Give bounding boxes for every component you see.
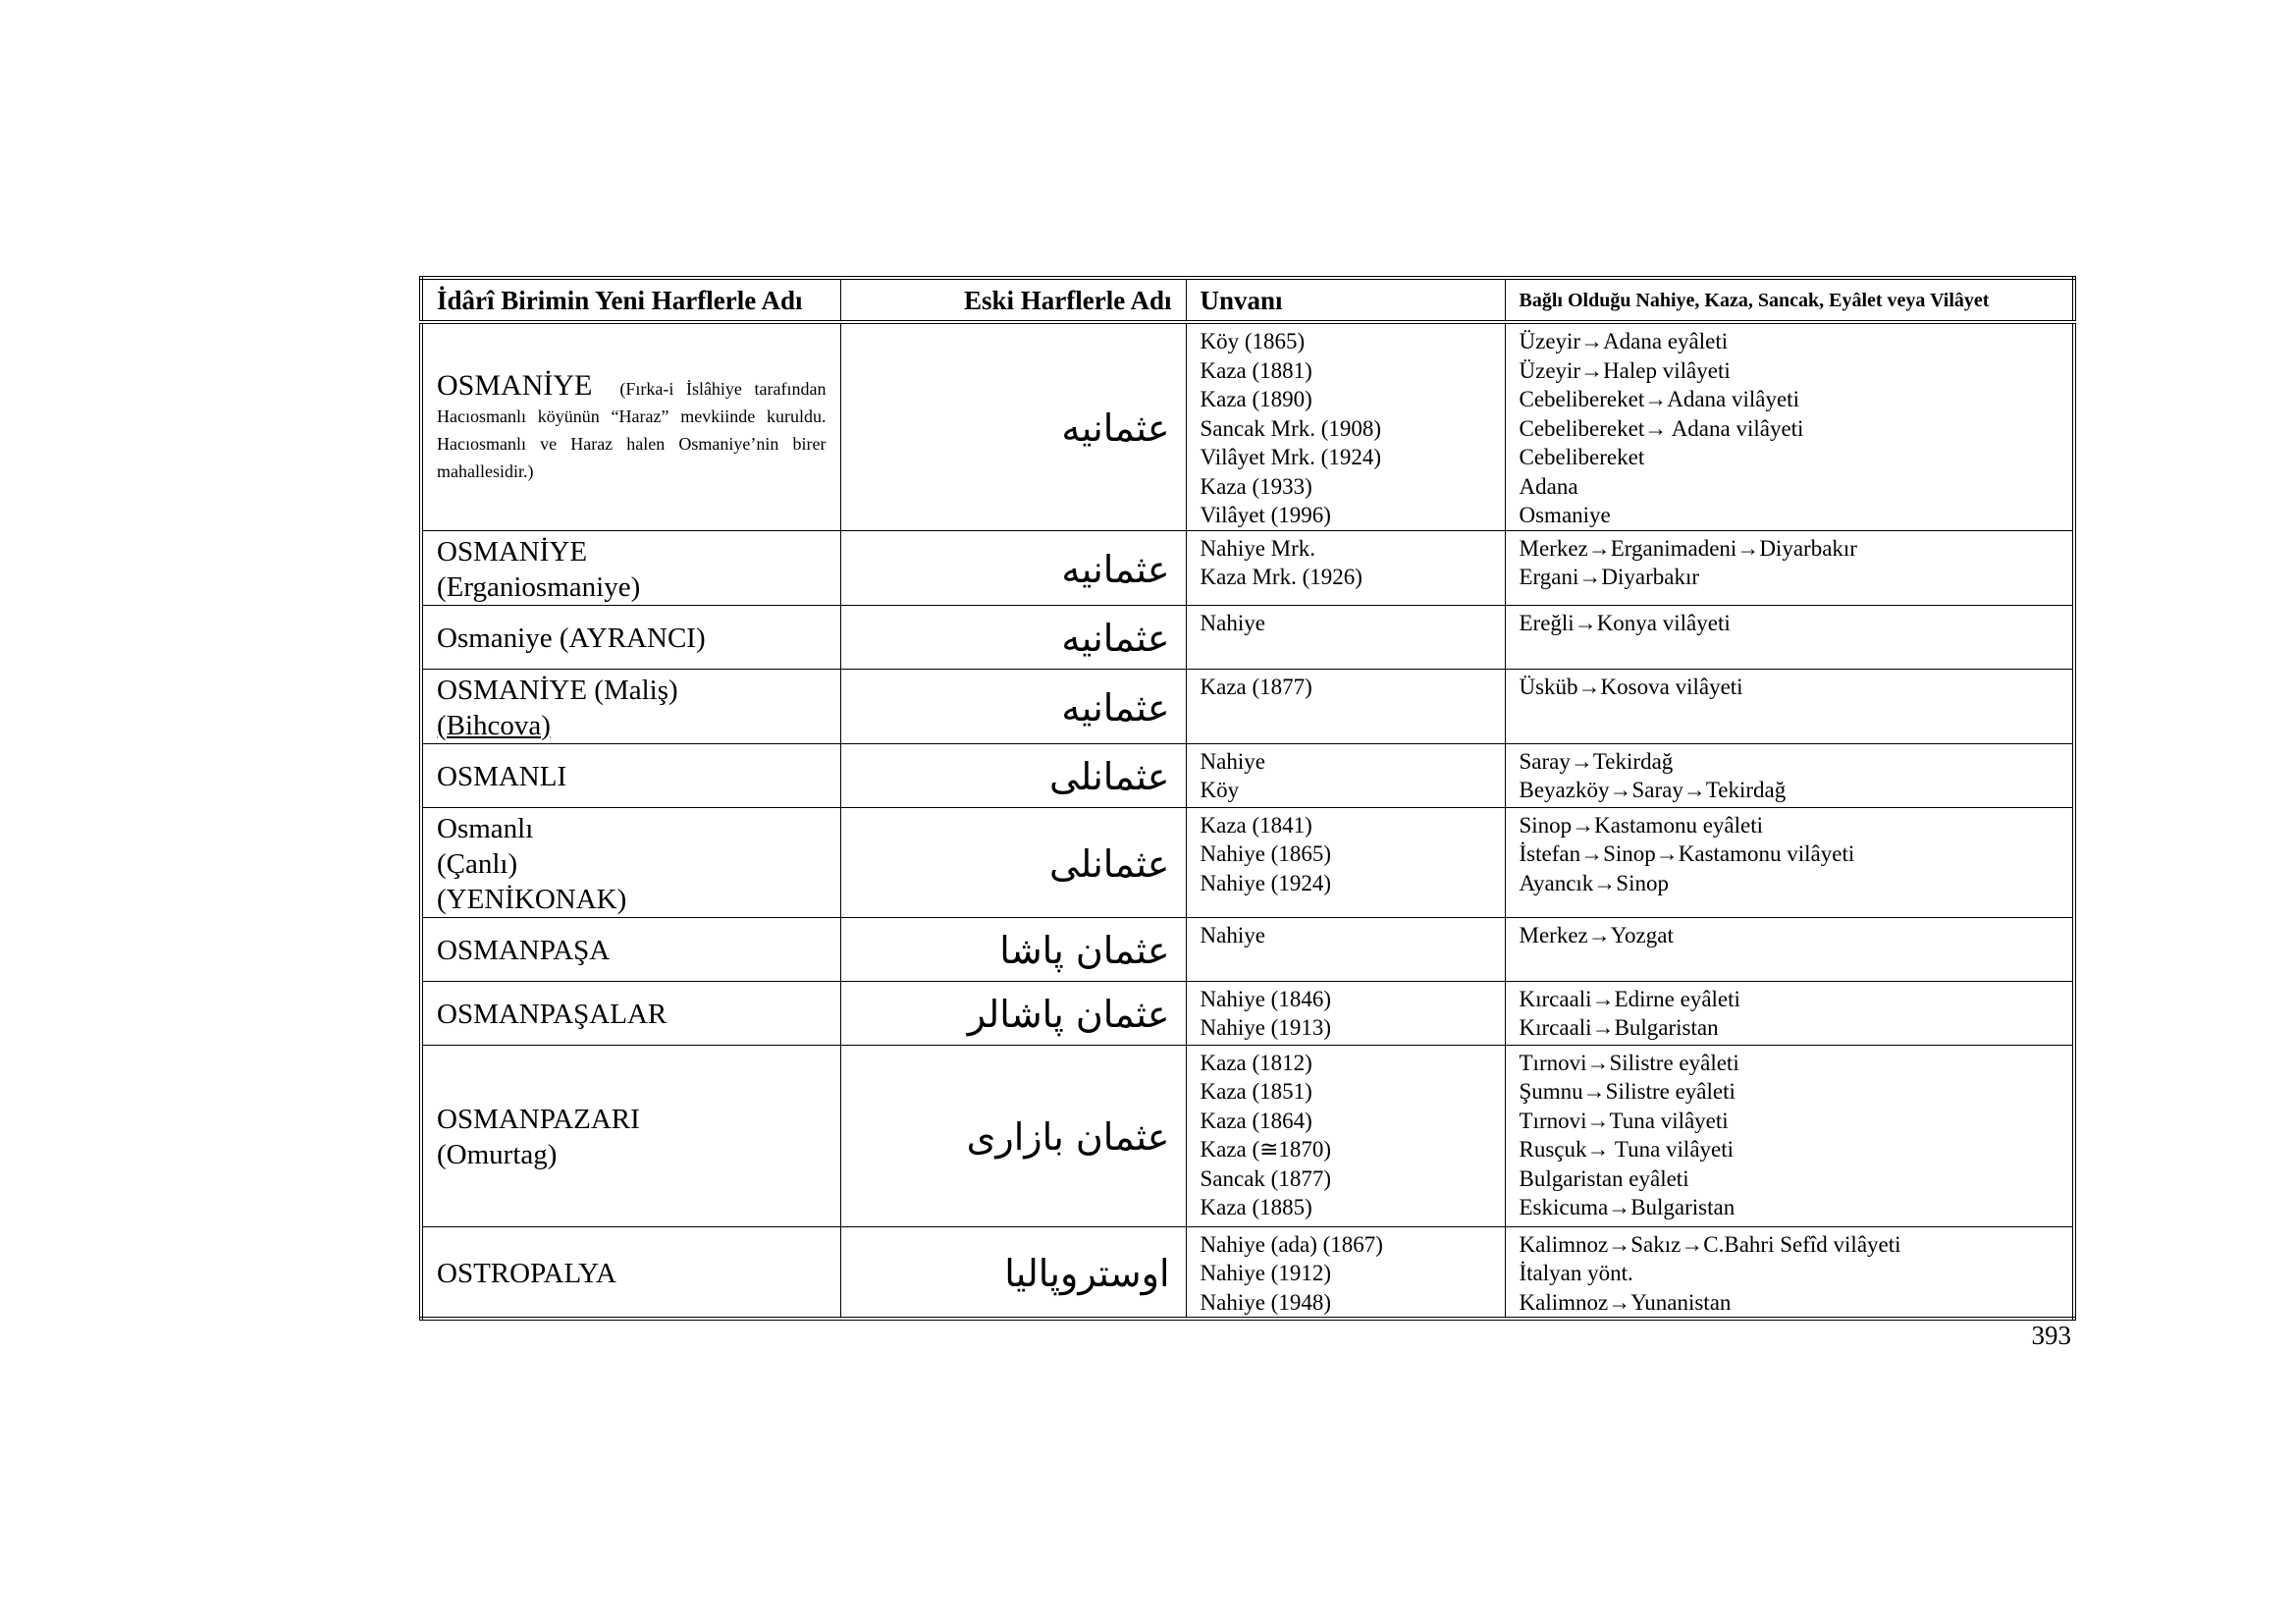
unit-title-line: Kaza (1851): [1200, 1079, 1312, 1104]
old-script-name: عثمانيه: [840, 322, 1186, 530]
table-body: [421, 322, 2074, 1319]
unit-title-line: Nahiye: [1200, 610, 1265, 635]
unit-parent-cell: [1505, 807, 2074, 917]
table-header-row: [421, 278, 2074, 322]
unit-title-cell: [1186, 322, 1505, 530]
table-row: [421, 807, 2074, 917]
unit-title-line: Kaza (1877): [1200, 674, 1312, 699]
header-new-name: İdârî Birimin Yeni Harflerle Adı: [421, 278, 840, 322]
unit-parent-line: Bulgaristan eyâleti: [1519, 1165, 1689, 1191]
table-row: [421, 322, 2074, 530]
unit-title-cell: [1186, 530, 1505, 605]
unit-title-cell: [1186, 743, 1505, 807]
unit-title-line: Köy (1865): [1200, 329, 1306, 353]
table-row: [421, 743, 2074, 807]
unit-title-cell: [1186, 605, 1505, 669]
unit-parent-line: Cebelibereket→ Adana vilâyeti: [1519, 415, 1804, 441]
unit-name-line: OSMANİYE: [437, 368, 593, 402]
unit-title-line: Nahiye: [1200, 748, 1265, 774]
header-old-name: Eski Harflerle Adı: [840, 278, 1186, 322]
table-row: [421, 1226, 2074, 1319]
unit-title-cell: [1186, 669, 1505, 743]
unit-parent-line: Cebelibereket: [1519, 445, 1645, 469]
unit-title-line: Kaza (1812): [1200, 1050, 1312, 1075]
unit-title-line: Vilâyet Mrk. (1924): [1200, 445, 1381, 469]
unit-name-cell: [421, 981, 840, 1045]
old-script-name: عثمانيه: [840, 530, 1186, 605]
unit-name-cell: [421, 530, 840, 605]
page-number: 393: [2031, 1321, 2071, 1350]
unit-title-cell: [1186, 807, 1505, 917]
unit-name-cell: [421, 669, 840, 743]
unit-title-line: Vilâyet (1996): [1200, 503, 1331, 527]
unit-parent-line: İtalyan yönt.: [1519, 1261, 1633, 1285]
old-script-name: عثمانلى: [840, 807, 1186, 917]
table-row: [421, 605, 2074, 669]
header-title: Unvanı: [1186, 278, 1505, 322]
unit-name-cell: [421, 1226, 840, 1319]
unit-parent-cell: [1505, 322, 2074, 530]
unit-title-line: Kaza (≅1870): [1200, 1137, 1332, 1162]
old-script-name: عثمان پاشالر: [840, 981, 1186, 1045]
unit-parent-line: İstefan→Sinop→Kastamonu vilâyeti: [1519, 841, 1855, 866]
unit-parent-line: Merkez→Erganimadeni→Diyarbakır: [1519, 535, 1857, 561]
unit-title-line: Nahiye Mrk.: [1200, 535, 1316, 561]
old-script-name: عثمانلى: [840, 743, 1186, 807]
unit-parent-line: Ereğli→Konya vilâyeti: [1519, 610, 1731, 635]
unit-name-cell: [421, 322, 840, 530]
unit-name-line: OSMANPAZARI: [437, 1104, 640, 1135]
unit-parent-cell: [1505, 1226, 2074, 1319]
unit-parent-line: Eskicuma→Bulgaristan: [1519, 1195, 1735, 1219]
unit-parent-line: Ergani→Diyarbakır: [1519, 565, 1700, 589]
unit-title-line: Nahiye (ada) (1867): [1200, 1231, 1383, 1257]
unit-title-line: Sancak (1877): [1200, 1165, 1331, 1191]
old-script-name: عثمانيه: [840, 669, 1186, 743]
unit-title-line: Nahiye (1912): [1200, 1261, 1331, 1285]
unit-parent-line: Kalimnoz→Sakız→C.Bahri Sefîd vilâyeti: [1519, 1231, 1901, 1257]
unit-parent-line: Osmaniye: [1519, 503, 1611, 527]
old-script-name: اوستروپاليا: [840, 1226, 1186, 1319]
unit-title-line: Kaza (1841): [1200, 812, 1312, 838]
unit-parent-line: Tırnovi→Tuna vilâyeti: [1519, 1108, 1729, 1133]
unit-parent-cell: [1505, 669, 2074, 743]
unit-note: (Fırka-i İslâhiye tarafından Hacıosmanlı köyünün “Haraz” mevkiinde kuruldu. Hacıosmanlı ve Haraz halen Osmaniye’nin birer mahallesidir.): [437, 378, 827, 481]
unit-title-cell: [1186, 917, 1505, 981]
unit-name-line: (YENİKONAK): [437, 883, 627, 915]
old-script-name: عثمانيه: [840, 605, 1186, 669]
old-script-name: عثمان پاشا: [840, 917, 1186, 981]
unit-name-line: OSMANİYE: [437, 535, 588, 568]
unit-name-line: (Omurtag): [437, 1139, 558, 1170]
unit-parent-cell: [1505, 1045, 2074, 1226]
unit-name-line: Osmanlı: [437, 812, 534, 844]
unit-parent-line: Kırcaali→Edirne eyâleti: [1519, 986, 1740, 1011]
header-parent: Bağlı Olduğu Nahiye, Kaza, Sancak, Eyâlet veya Vilâyet: [1505, 278, 2074, 322]
unit-parent-line: Kırcaali→Bulgaristan: [1519, 1015, 1719, 1040]
unit-parent-cell: [1505, 917, 2074, 981]
unit-title-line: Köy: [1200, 778, 1240, 802]
unit-name-line: OSMANİYE (Maliş): [437, 674, 678, 706]
unit-parent-line: Üzeyir→Halep vilâyeti: [1519, 357, 1731, 383]
unit-title-line: Nahiye (1924): [1200, 870, 1331, 895]
table-row: [421, 1045, 2074, 1226]
unit-parent-line: Adana: [1519, 473, 1578, 499]
unit-name-line: OSMANPAŞA: [437, 935, 611, 966]
unit-name-line: OSTROPALYA: [437, 1257, 616, 1289]
admin-units-table: [419, 276, 2076, 1321]
unit-parent-line: Merkez→Yozgat: [1519, 922, 1674, 947]
unit-parent-line: Sinop→Kastamonu eyâleti: [1519, 812, 1763, 838]
unit-title-line: Kaza (1864): [1200, 1108, 1312, 1133]
unit-title-line: Nahiye: [1200, 922, 1265, 947]
table-row: [421, 981, 2074, 1045]
table-row: [421, 669, 2074, 743]
unit-name-cell: [421, 605, 840, 669]
unit-parent-line: Kalimnoz→Yunanistan: [1519, 1289, 1732, 1315]
unit-title-line: Sancak Mrk. (1908): [1200, 415, 1382, 441]
unit-title-line: Kaza Mrk. (1926): [1200, 565, 1362, 589]
unit-name-line: (Erganiosmaniye): [437, 570, 641, 603]
unit-title-line: Kaza (1885): [1200, 1195, 1312, 1219]
unit-title-line: Nahiye (1948): [1200, 1289, 1331, 1315]
unit-parent-line: Üzeyir→Adana eyâleti: [1519, 329, 1729, 353]
unit-parent-line: Üsküb→Kosova vilâyeti: [1519, 674, 1743, 699]
old-script-name: عثمان بازارى: [840, 1045, 1186, 1226]
unit-parent-line: Ayancık→Sinop: [1519, 870, 1669, 895]
unit-parent-cell: [1505, 530, 2074, 605]
unit-name-cell: [421, 807, 840, 917]
unit-parent-line: Rusçuk→ Tuna vilâyeti: [1519, 1137, 1735, 1162]
unit-parent-cell: [1505, 743, 2074, 807]
unit-title-cell: [1186, 1045, 1505, 1226]
unit-title-cell: [1186, 1226, 1505, 1319]
unit-title-line: Kaza (1933): [1200, 473, 1312, 499]
unit-title-line: Nahiye (1846): [1200, 986, 1331, 1011]
unit-name-line: Osmaniye (AYRANCI): [437, 623, 706, 654]
unit-title-cell: [1186, 981, 1505, 1045]
unit-parent-line: Şumnu→Silistre eyâleti: [1519, 1079, 1735, 1104]
unit-name-cell: [421, 1045, 840, 1226]
unit-name-line: (Çanlı): [437, 847, 518, 880]
table-row: [421, 917, 2074, 981]
unit-parent-line: Tırnovi→Silistre eyâleti: [1519, 1050, 1739, 1075]
unit-title-line: Kaza (1881): [1200, 357, 1312, 383]
unit-name-cell: [421, 917, 840, 981]
unit-parent-line: Beyazköy→Saray→Tekirdağ: [1519, 778, 1787, 802]
unit-title-line: Nahiye (1865): [1200, 841, 1331, 866]
unit-parent-cell: [1505, 605, 2074, 669]
unit-title-line: Nahiye (1913): [1200, 1015, 1331, 1040]
unit-parent-line: Cebelibereket→Adana vilâyeti: [1519, 387, 1799, 411]
unit-name-line: (Bihcova): [437, 709, 551, 741]
unit-name-line: OSMANLI: [437, 761, 567, 792]
unit-parent-cell: [1505, 981, 2074, 1045]
unit-parent-line: Saray→Tekirdağ: [1519, 748, 1674, 774]
unit-title-line: Kaza (1890): [1200, 387, 1312, 411]
unit-name-line: OSMANPAŞALAR: [437, 999, 667, 1030]
unit-name-cell: [421, 743, 840, 807]
table-row: [421, 530, 2074, 605]
